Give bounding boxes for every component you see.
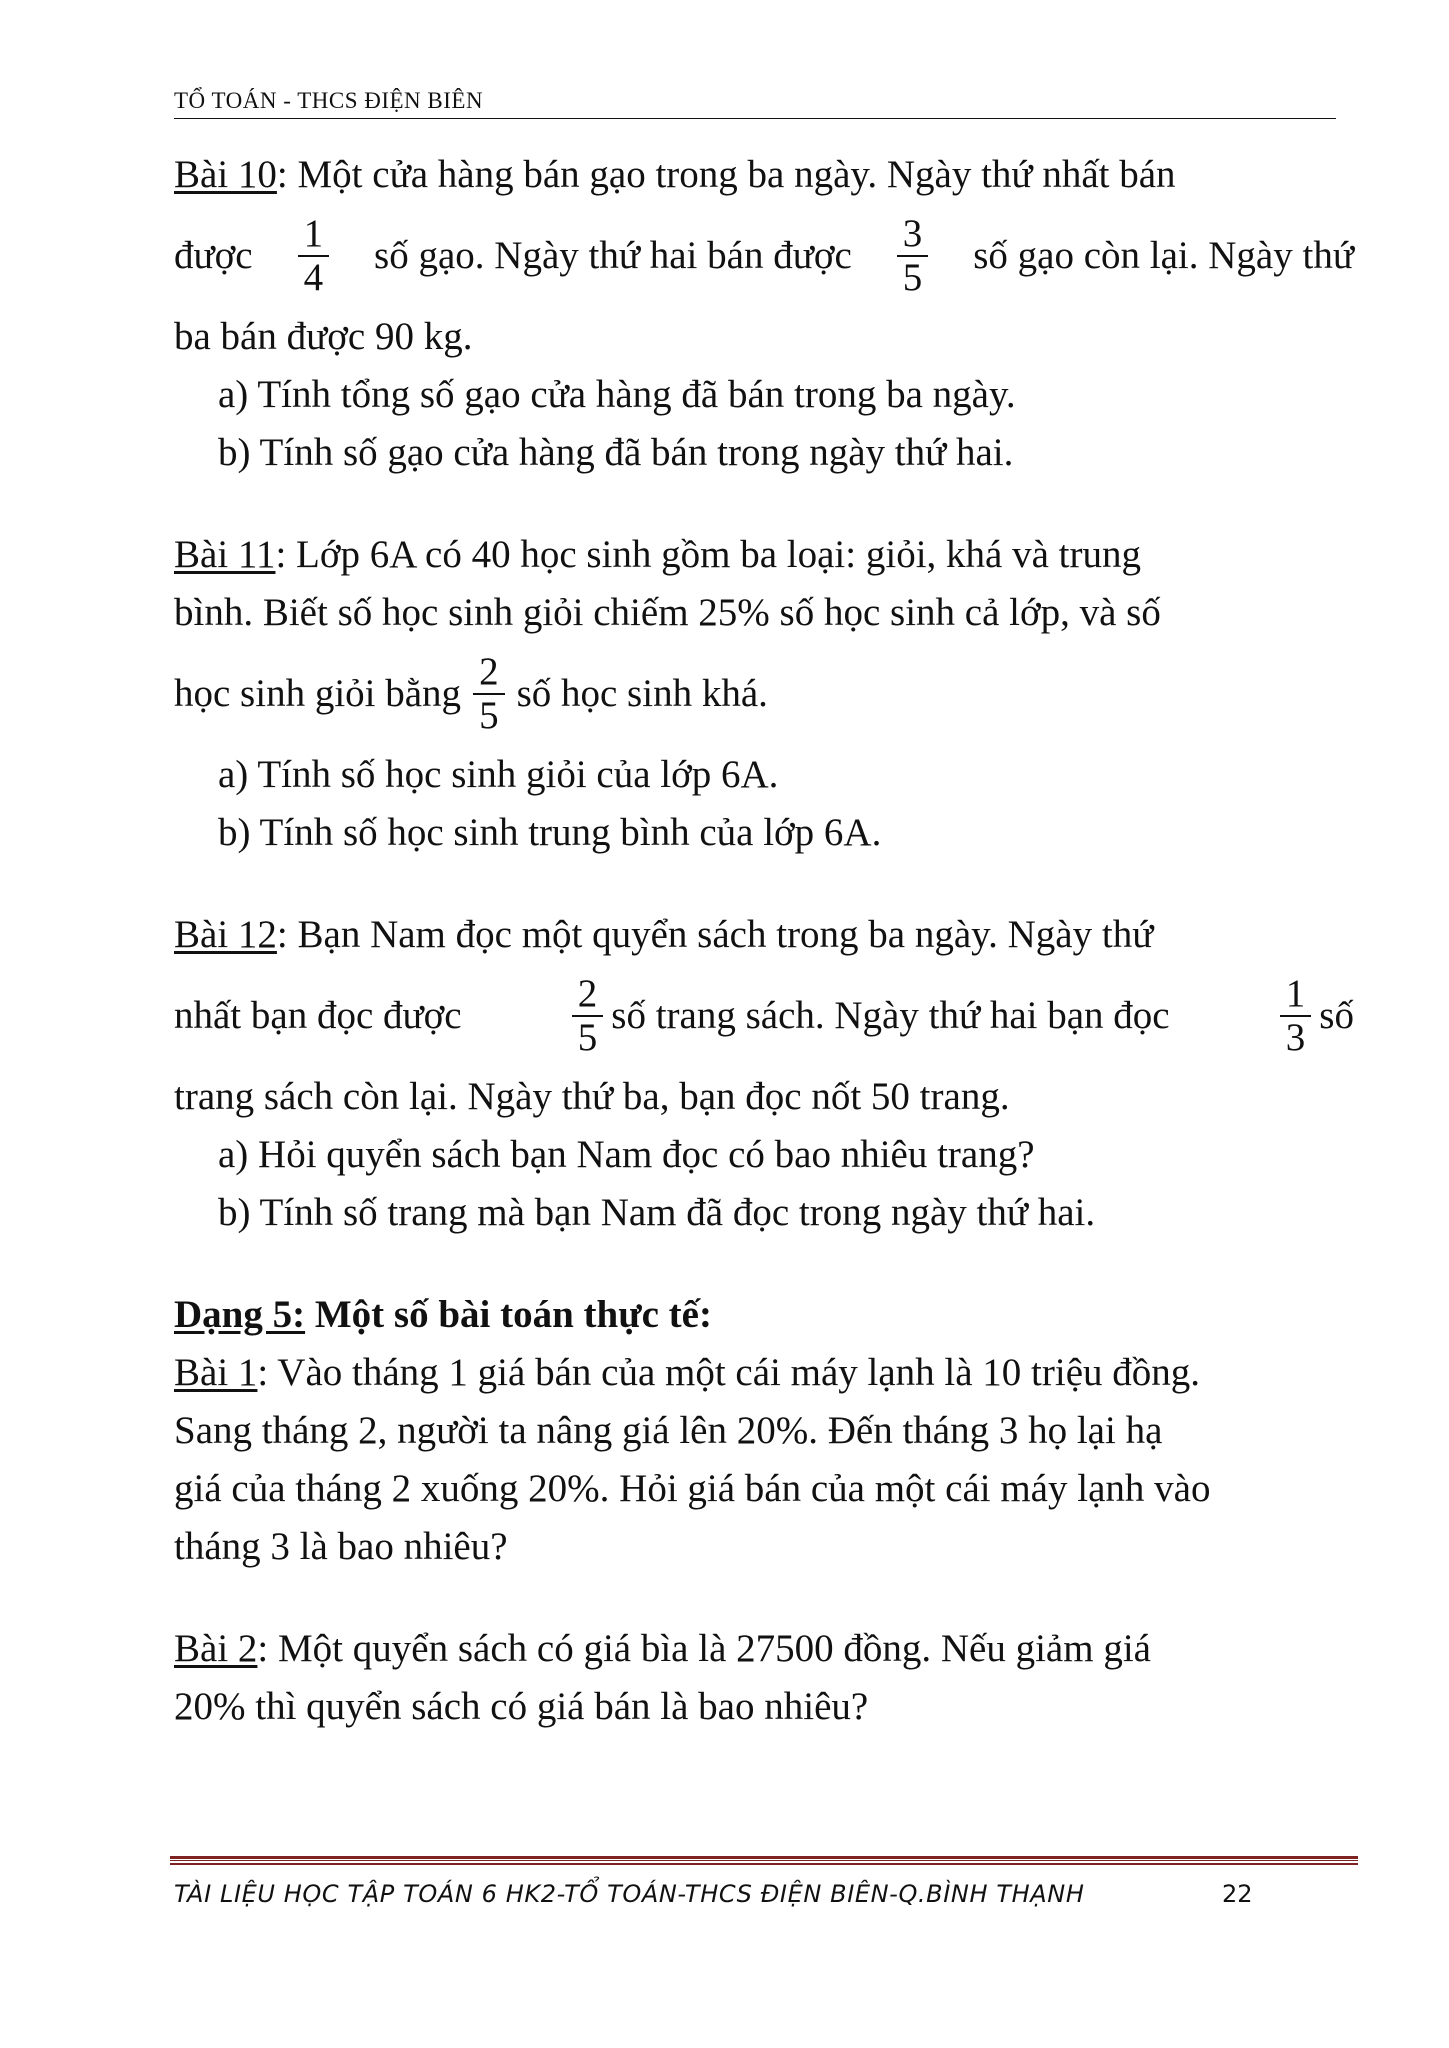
bai11-line3: học sinh giỏi bằng $\frac{2}{5}$ số học sinh khá.	[174, 650, 768, 737]
page-number: 22	[1222, 1880, 1253, 1908]
bai12-question-b: b) Tính số trang mà bạn Nam đã đọc trong ngày thứ hai.	[218, 1191, 1096, 1234]
bai10-question-a: a) Tính tổng số gạo cửa hàng đã bán trong ba ngày.	[218, 373, 1016, 416]
bai12-label: Bài 12	[174, 913, 277, 956]
bai10-label: Bài 10	[174, 153, 277, 196]
footer-rule	[170, 1856, 1358, 1865]
bai1-line1: Bài 1: Vào tháng 1 giá bán của một cái máy lạnh là 10 triệu đồng.	[174, 1351, 1201, 1394]
page-header: TỔ TOÁN - THCS ĐIỆN BIÊN	[174, 86, 1336, 119]
fraction-2-5: $\frac{2}{5}$	[473, 651, 505, 737]
bai2-label: Bài 2	[174, 1627, 258, 1670]
bai12-question-a: a) Hỏi quyển sách bạn Nam đọc có bao nhiêu trang?	[218, 1133, 1035, 1176]
bai11-line2: bình. Biết số học sinh giỏi chiếm 25% số học sinh cả lớp, và số	[174, 591, 1161, 634]
bai11-label: Bài 11	[174, 533, 276, 576]
bai11-question-b: b) Tính số học sinh trung bình của lớp 6A.	[218, 811, 882, 854]
bai1-line3: giá của tháng 2 xuống 20%. Hỏi giá bán của một cái máy lạnh vào	[174, 1467, 1211, 1510]
bai10-line1: Bài 10: Một cửa hàng bán gạo trong ba ngày. Ngày thứ nhất bán	[174, 153, 1176, 196]
bai12-line3: trang sách còn lại. Ngày thứ ba, bạn đọc nốt 50 trang.	[174, 1075, 1010, 1118]
bai10-line2: được $\frac{1}{4}$ số gạo. Ngày thứ hai bán được $\frac{3}{5}$ số gạo còn lại. Ngày thứ	[174, 212, 1354, 299]
bai2-line1: Bài 2: Một quyển sách có giá bìa là 27500 đồng. Nếu giảm giá	[174, 1627, 1151, 1670]
bai11-line1: Bài 11: Lớp 6A có 40 học sinh gồm ba loại: giỏi, khá và trung	[174, 533, 1141, 576]
bai2-line2: 20% thì quyển sách có giá bán là bao nhiêu?	[174, 1685, 869, 1728]
fraction-2-5: $\frac{2}{5}$	[572, 973, 604, 1059]
bai12-line1: Bài 12: Bạn Nam đọc một quyển sách trong ba ngày. Ngày thứ	[174, 913, 1154, 956]
fraction-1-3: $\frac{1}{3}$	[1280, 973, 1312, 1059]
fraction-1-4: $\frac{1}{4}$	[298, 213, 330, 299]
fraction-3-5: $\frac{3}{5}$	[897, 213, 929, 299]
bai11-question-a: a) Tính số học sinh giỏi của lớp 6A.	[218, 753, 779, 796]
document-body	[174, 146, 1354, 1736]
bai10-question-b: b) Tính số gạo cửa hàng đã bán trong ngày thứ hai.	[218, 431, 1014, 474]
bai12-line2: nhất bạn đọc được $\frac{2}{5}$ số trang sách. Ngày thứ hai bạn đọc $\frac{1}{3}$ số	[174, 972, 1354, 1059]
bai1-label: Bài 1	[174, 1351, 258, 1394]
footer-text: TÀI LIỆU HỌC TẬP TOÁN 6 HK2-TỔ TOÁN-THCS ĐIỆN BIÊN-Q.BÌNH THẠNH	[174, 1880, 1085, 1908]
bai10-line3: ba bán được 90 kg.	[174, 315, 473, 358]
bai1-line2: Sang tháng 2, người ta nâng giá lên 20%. Đến tháng 3 họ lại hạ	[174, 1409, 1163, 1452]
bai1-line4: tháng 3 là bao nhiêu?	[174, 1525, 508, 1568]
section-title: Dạng 5: Một số bài toán thực tế:	[174, 1293, 712, 1336]
